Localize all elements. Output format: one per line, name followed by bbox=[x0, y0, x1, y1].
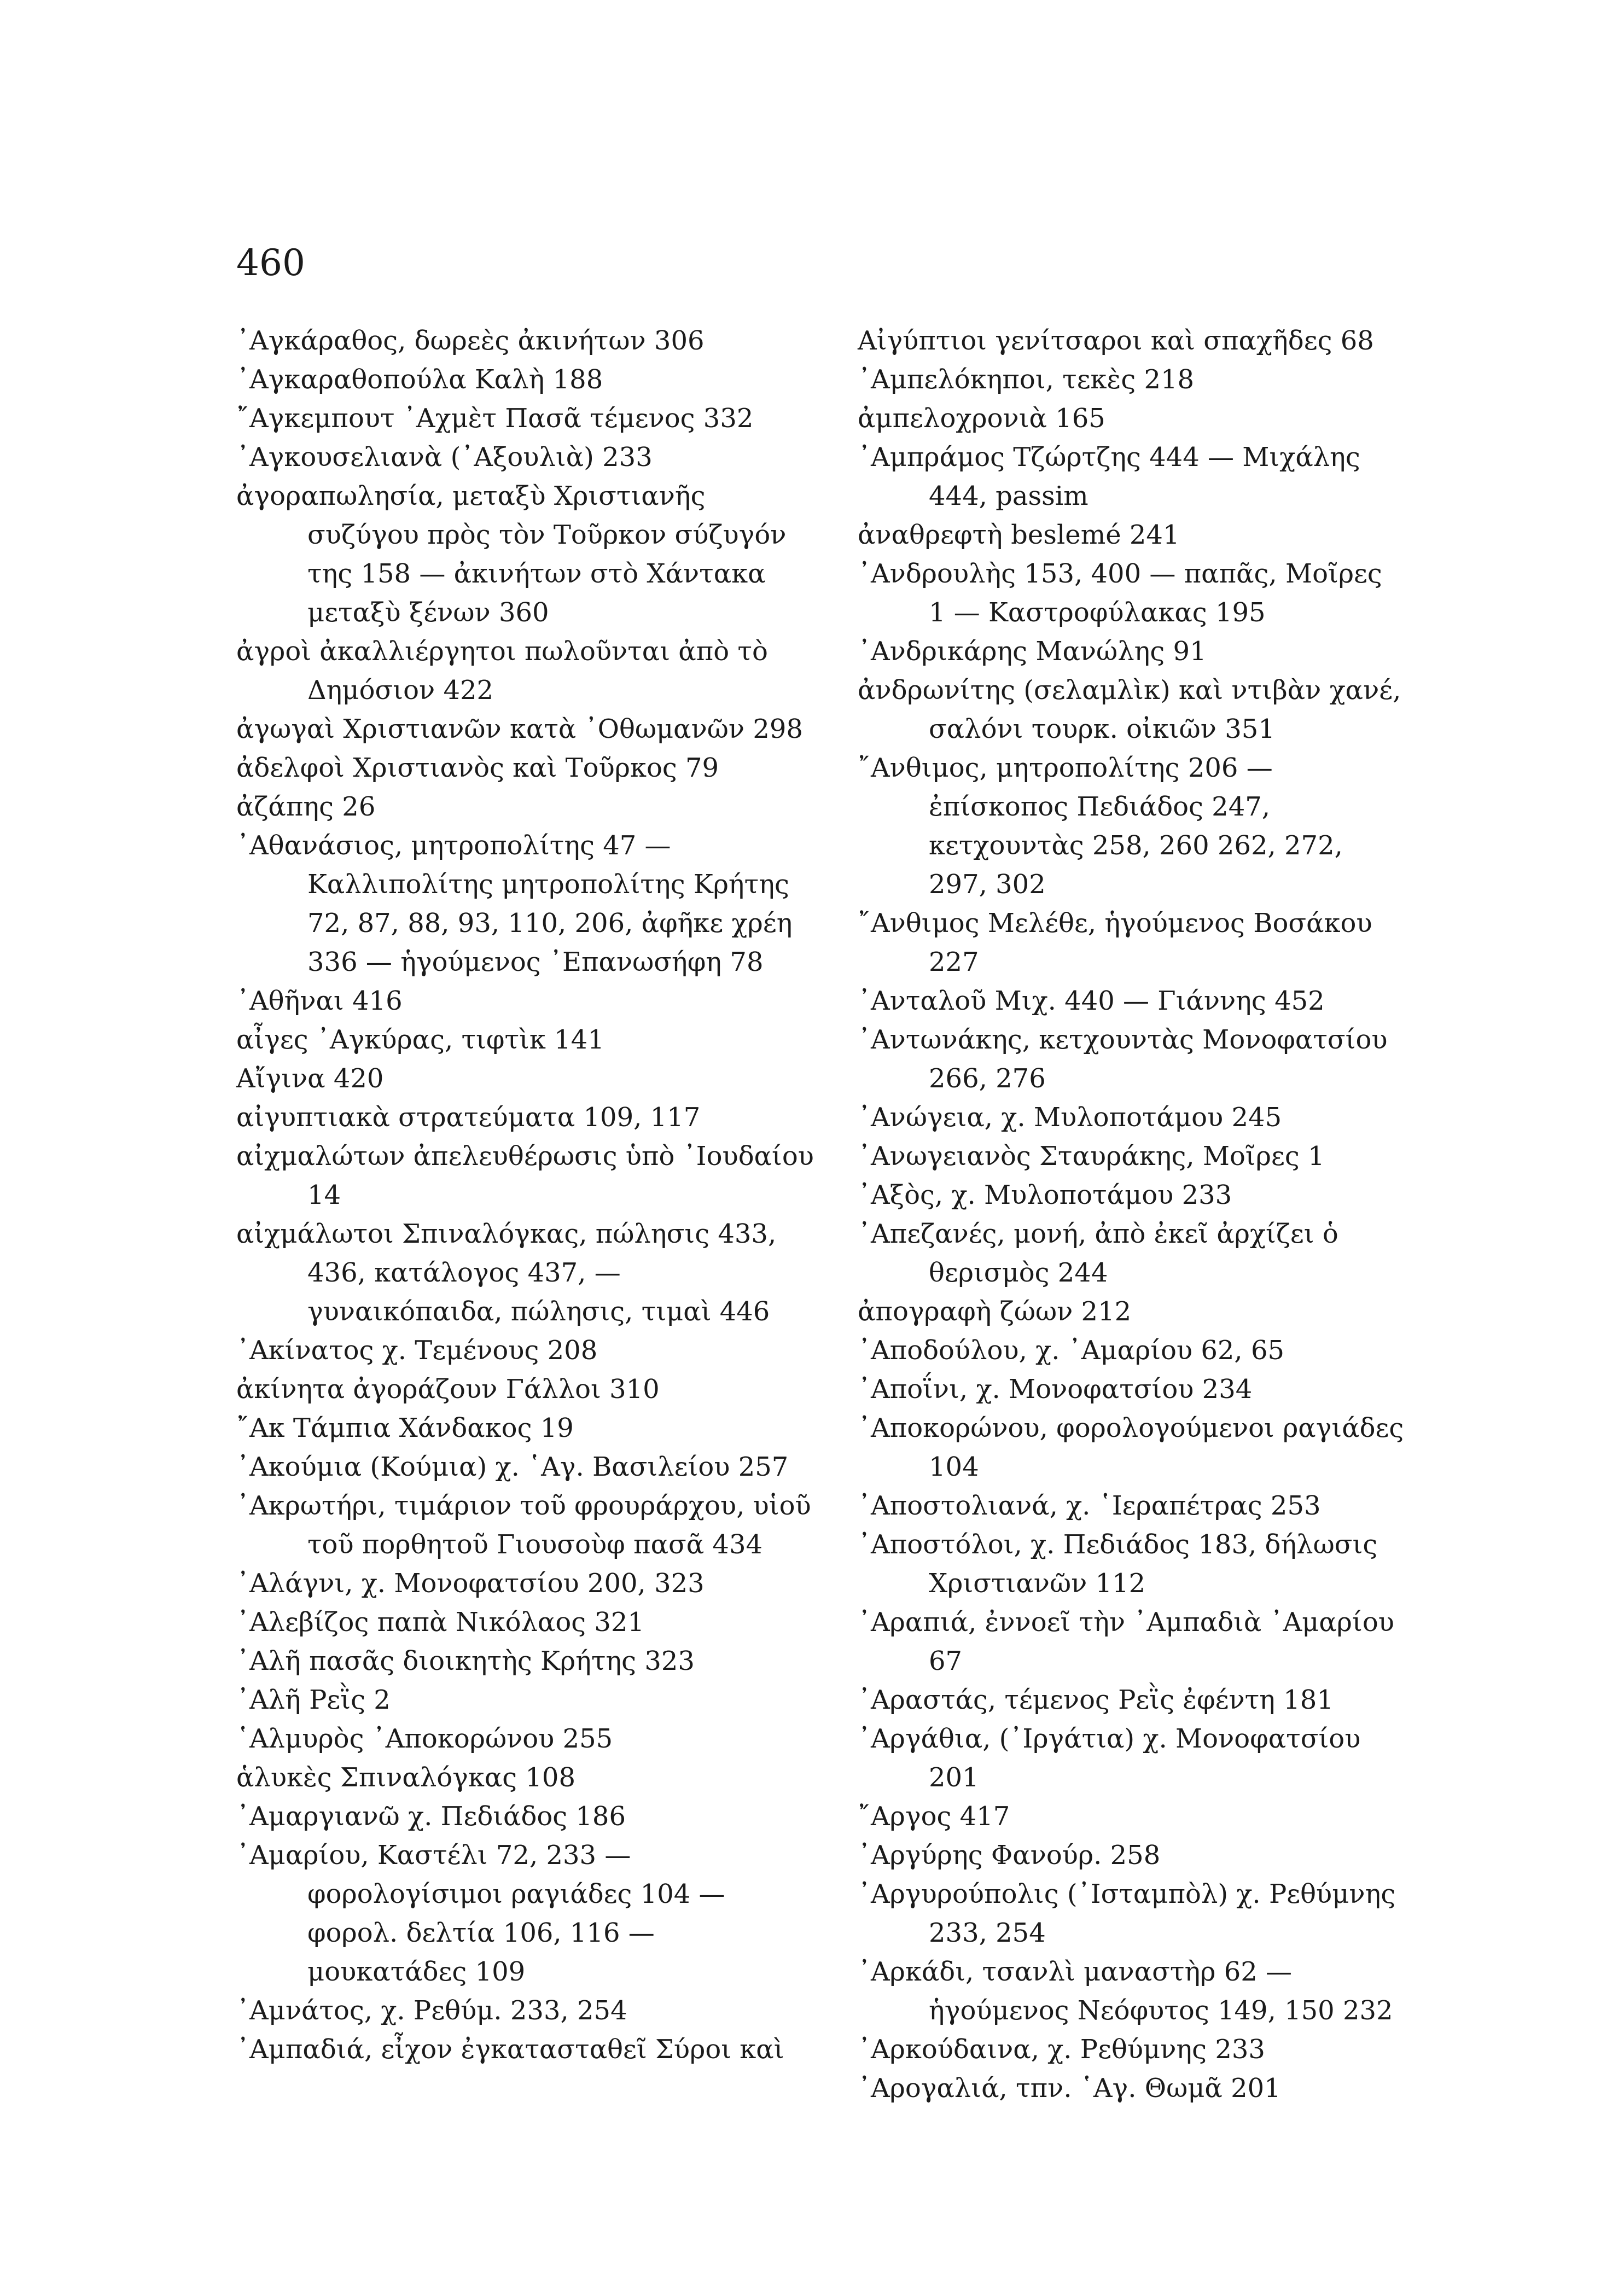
index-entry: ᾿Αποδούλου, χ. ᾿Αμαρίου 62, 65 bbox=[858, 1335, 1285, 1366]
index-entry: ᾿Ανταλοῦ Μιχ. 440 — Γιάννης 452 bbox=[858, 986, 1325, 1016]
index-entry: ᾿Αθανάσιος, μητροπολίτης 47 — Καλλιπολίτης μητροπολίτης Κρήτης 72, 87, 88, 93, 110, 206, ἀφῆκε χρέη 336 — ἡγούμενος ᾿Επανωσήφη 78 bbox=[236, 830, 793, 977]
index-entry: ἀνδρωνίτης (σελαμλὶκ) καὶ ντιβὰν χανέ, σαλόνι τουρκ. οἰκιῶν 351 bbox=[858, 675, 1401, 744]
index-entry: ᾿Αγκαραθοπούλα Καλὴ 188 bbox=[236, 364, 603, 395]
index-entry: ᾿Αγκάραθος, δωρεὲς ἀκινήτων 306 bbox=[236, 325, 705, 356]
index-entry: ᾿Ανδρικάρης Μανώλης 91 bbox=[858, 636, 1207, 667]
index-entry: ῾Αλμυρὸς ᾿Αποκορώνου 255 bbox=[236, 1723, 613, 1754]
index-entry: ᾿Αλῆ Ρεῒς 2 bbox=[236, 1685, 391, 1715]
index-entry: ἀμπελοχρονιὰ 165 bbox=[858, 403, 1105, 434]
index-entry: αἰχμάλωτοι Σπιναλόγκας, πώλησις 433, 436, κατάλογος 437, — γυναικόπαιδα, πώλησις, τιμαὶ 446 bbox=[236, 1219, 777, 1327]
index-entry: ᾿Αθῆναι 416 bbox=[236, 986, 403, 1016]
index-entry: ᾿Αραπιά, ἐννοεῖ τὴν ᾿Αμπαδιὰ ᾿Αμαρίου 67 bbox=[858, 1607, 1394, 1676]
index-entry: ἀδελφοὶ Χριστιανὸς καὶ Τοῦρκος 79 bbox=[236, 753, 719, 783]
index-entry: ᾿Ανδρουλὴς 153, 400 — παπᾶς, Μοῖρες 1 — Καστροφύλακας 195 bbox=[858, 558, 1382, 628]
index-entry: ἀγοραπωλησία, μεταξὺ Χριστιανῆς συζύγου πρὸς τὸν Τοῦρκον σύζυγόν της 158 — ἀκινήτων στὸ Χάντακα μεταξὺ ξένων 360 bbox=[236, 481, 787, 628]
index-entry: ᾿Απεζανές, μονή, ἀπὸ ἐκεῖ ἀρχίζει ὁ θερισμὸς 244 bbox=[858, 1219, 1338, 1288]
index-entry: ἀκίνητα ἀγοράζουν Γάλλοι 310 bbox=[236, 1374, 660, 1405]
index-entry: ἀγωγαὶ Χριστιανῶν κατὰ ᾿Οθωμανῶν 298 bbox=[236, 714, 803, 744]
index-entry: ᾿Αγκουσελιανὰ (᾿Αξουλιὰ) 233 bbox=[236, 442, 653, 473]
index-entry: ᾿Αποστολιανά, χ. ῾Ιεραπέτρας 253 bbox=[858, 1490, 1321, 1521]
index-entry: ῎Αγκεμπουτ ᾿Αχμὲτ Πασᾶ τέμενος 332 bbox=[236, 403, 754, 434]
index-entry: Αἴγινα 420 bbox=[236, 1063, 384, 1094]
index-entry: ᾿Αποΐνι, χ. Μονοφατσίου 234 bbox=[858, 1374, 1253, 1405]
index-entry: ᾿Αμαρίου, Καστέλι 72, 233 — φορολογίσιμοι ραγιάδες 104 — φορολ. δελτία 106, 116 — μουκατάδες 109 bbox=[236, 1840, 725, 1987]
index-entry: ἀπογραφὴ ζώων 212 bbox=[858, 1296, 1132, 1327]
index-entry: ᾿Αρκούδαινα, χ. Ρεθύμνης 233 bbox=[858, 2034, 1265, 2065]
index-entry: ᾿Ακούμια (Κούμια) χ. ῾Αγ. Βασιλείου 257 bbox=[236, 1452, 789, 1482]
index-entry: ᾿Αμπελόκηποι, τεκὲς 218 bbox=[858, 364, 1195, 395]
index-entry: Αἰγύπτιοι γενίτσαροι καὶ σπαχῆδες 68 bbox=[858, 325, 1374, 356]
index-entry: αἰχμαλώτων ἀπελευθέρωσις ὑπὸ ᾿Ιουδαίου 14 bbox=[236, 1141, 814, 1210]
index-entry: ῎Ανθιμος, μητροπολίτης 206 — ἐπίσκοπος Πεδιάδος 247, κετχουντὰς 258, 260 262, 272, 297, 302 bbox=[858, 753, 1343, 900]
index-entry: ῎Ανθιμος Μελέθε, ἡγούμενος Βοσάκου 227 bbox=[858, 908, 1372, 977]
index-entry: ᾿Αλεβίζος παπὰ Νικόλαος 321 bbox=[236, 1607, 644, 1638]
index-entry: ᾿Αρκάδι, τσανλὶ μαναστὴρ 62 — ἡγούμενος Νεόφυτος 149, 150 232 bbox=[858, 1956, 1393, 2026]
index-entry: ᾿Ακίνατος χ. Τεμένους 208 bbox=[236, 1335, 598, 1366]
index-entry: ᾿Αργάθια, (᾿Ιργάτια) χ. Μονοφατσίου 201 bbox=[858, 1723, 1361, 1793]
index-entry: ᾿Αλῆ πασᾶς διοικητὴς Κρήτης 323 bbox=[236, 1646, 695, 1676]
index-entry: ᾿Ανώγεια, χ. Μυλοποτάμου 245 bbox=[858, 1102, 1282, 1133]
index-entry: ἀναθρεφτὴ beslemé 241 bbox=[858, 520, 1180, 550]
index-column-right bbox=[858, 322, 1405, 2108]
index-entry: ἀζάπης 26 bbox=[236, 791, 376, 822]
index-entry: αἰγυπτιακὰ στρατεύματα 109, 117 bbox=[236, 1102, 701, 1133]
index-entry: ᾿Αμπαδιά, εἶχον ἐγκατασταθεῖ Σύροι καὶ bbox=[236, 2034, 784, 2065]
index-entry: ᾿Ανωγειανὸς Σταυράκης, Μοῖρες 1 bbox=[858, 1141, 1325, 1172]
index-entry: ᾿Αργύρης Φανούρ. 258 bbox=[858, 1840, 1161, 1871]
index-entry: ῎Αργος 417 bbox=[858, 1801, 1010, 1832]
index-entry: ᾿Ακρωτήρι, τιμάριον τοῦ φρουράρχου, υἱοῦ τοῦ πορθητοῦ Γιουσοὺφ πασᾶ 434 bbox=[236, 1490, 811, 1560]
page-number: 460 bbox=[236, 242, 305, 284]
index-entry: ἀγροὶ ἀκαλλιέργητοι πωλοῦνται ἀπὸ τὸ Δημόσιον 422 bbox=[236, 636, 768, 706]
index-entry: ᾿Αραστάς, τέμενος Ρεῒς ἐφέντη 181 bbox=[858, 1685, 1334, 1715]
index-entry: ᾿Αντωνάκης, κετχουντὰς Μονοφατσίου 266, 276 bbox=[858, 1024, 1388, 1094]
index-entry: ᾿Αποστόλοι, χ. Πεδιάδος 183, δήλωσις Χριστιανῶν 112 bbox=[858, 1529, 1378, 1599]
index-entry: ᾿Αξὸς, χ. Μυλοποτάμου 233 bbox=[858, 1180, 1232, 1210]
index-column-left bbox=[236, 322, 816, 2069]
index-entry: ᾿Αμνάτος, χ. Ρεθύμ. 233, 254 bbox=[236, 1995, 627, 2026]
index-entry: ῎Ακ Τάμπια Χάνδακος 19 bbox=[236, 1413, 574, 1443]
index-entry: ᾿Αργυρούπολις (᾿Ισταμπὸλ) χ. Ρεθύμνης 233, 254 bbox=[858, 1879, 1396, 1948]
index-entry: ᾿Αμπράμος Τζώρτζης 444 — Μιχάλης 444, passim bbox=[858, 442, 1360, 511]
index-entry: αἶγες ᾿Αγκύρας, τιφτὶκ 141 bbox=[236, 1024, 604, 1055]
index-entry: ᾿Αποκορώνου, φορολογούμενοι ραγιάδες 104 bbox=[858, 1413, 1404, 1482]
index-entry: ἁλυκὲς Σπιναλόγκας 108 bbox=[236, 1762, 575, 1793]
index-entry: ᾿Αμαργιανῶ χ. Πεδιάδος 186 bbox=[236, 1801, 626, 1832]
index-entry: ᾿Αλάγνι, χ. Μονοφατσίου 200, 323 bbox=[236, 1568, 705, 1599]
index-entry: ᾿Αρογαλιά, τπν. ῾Αγ. Θωμᾶ 201 bbox=[858, 2073, 1281, 2104]
